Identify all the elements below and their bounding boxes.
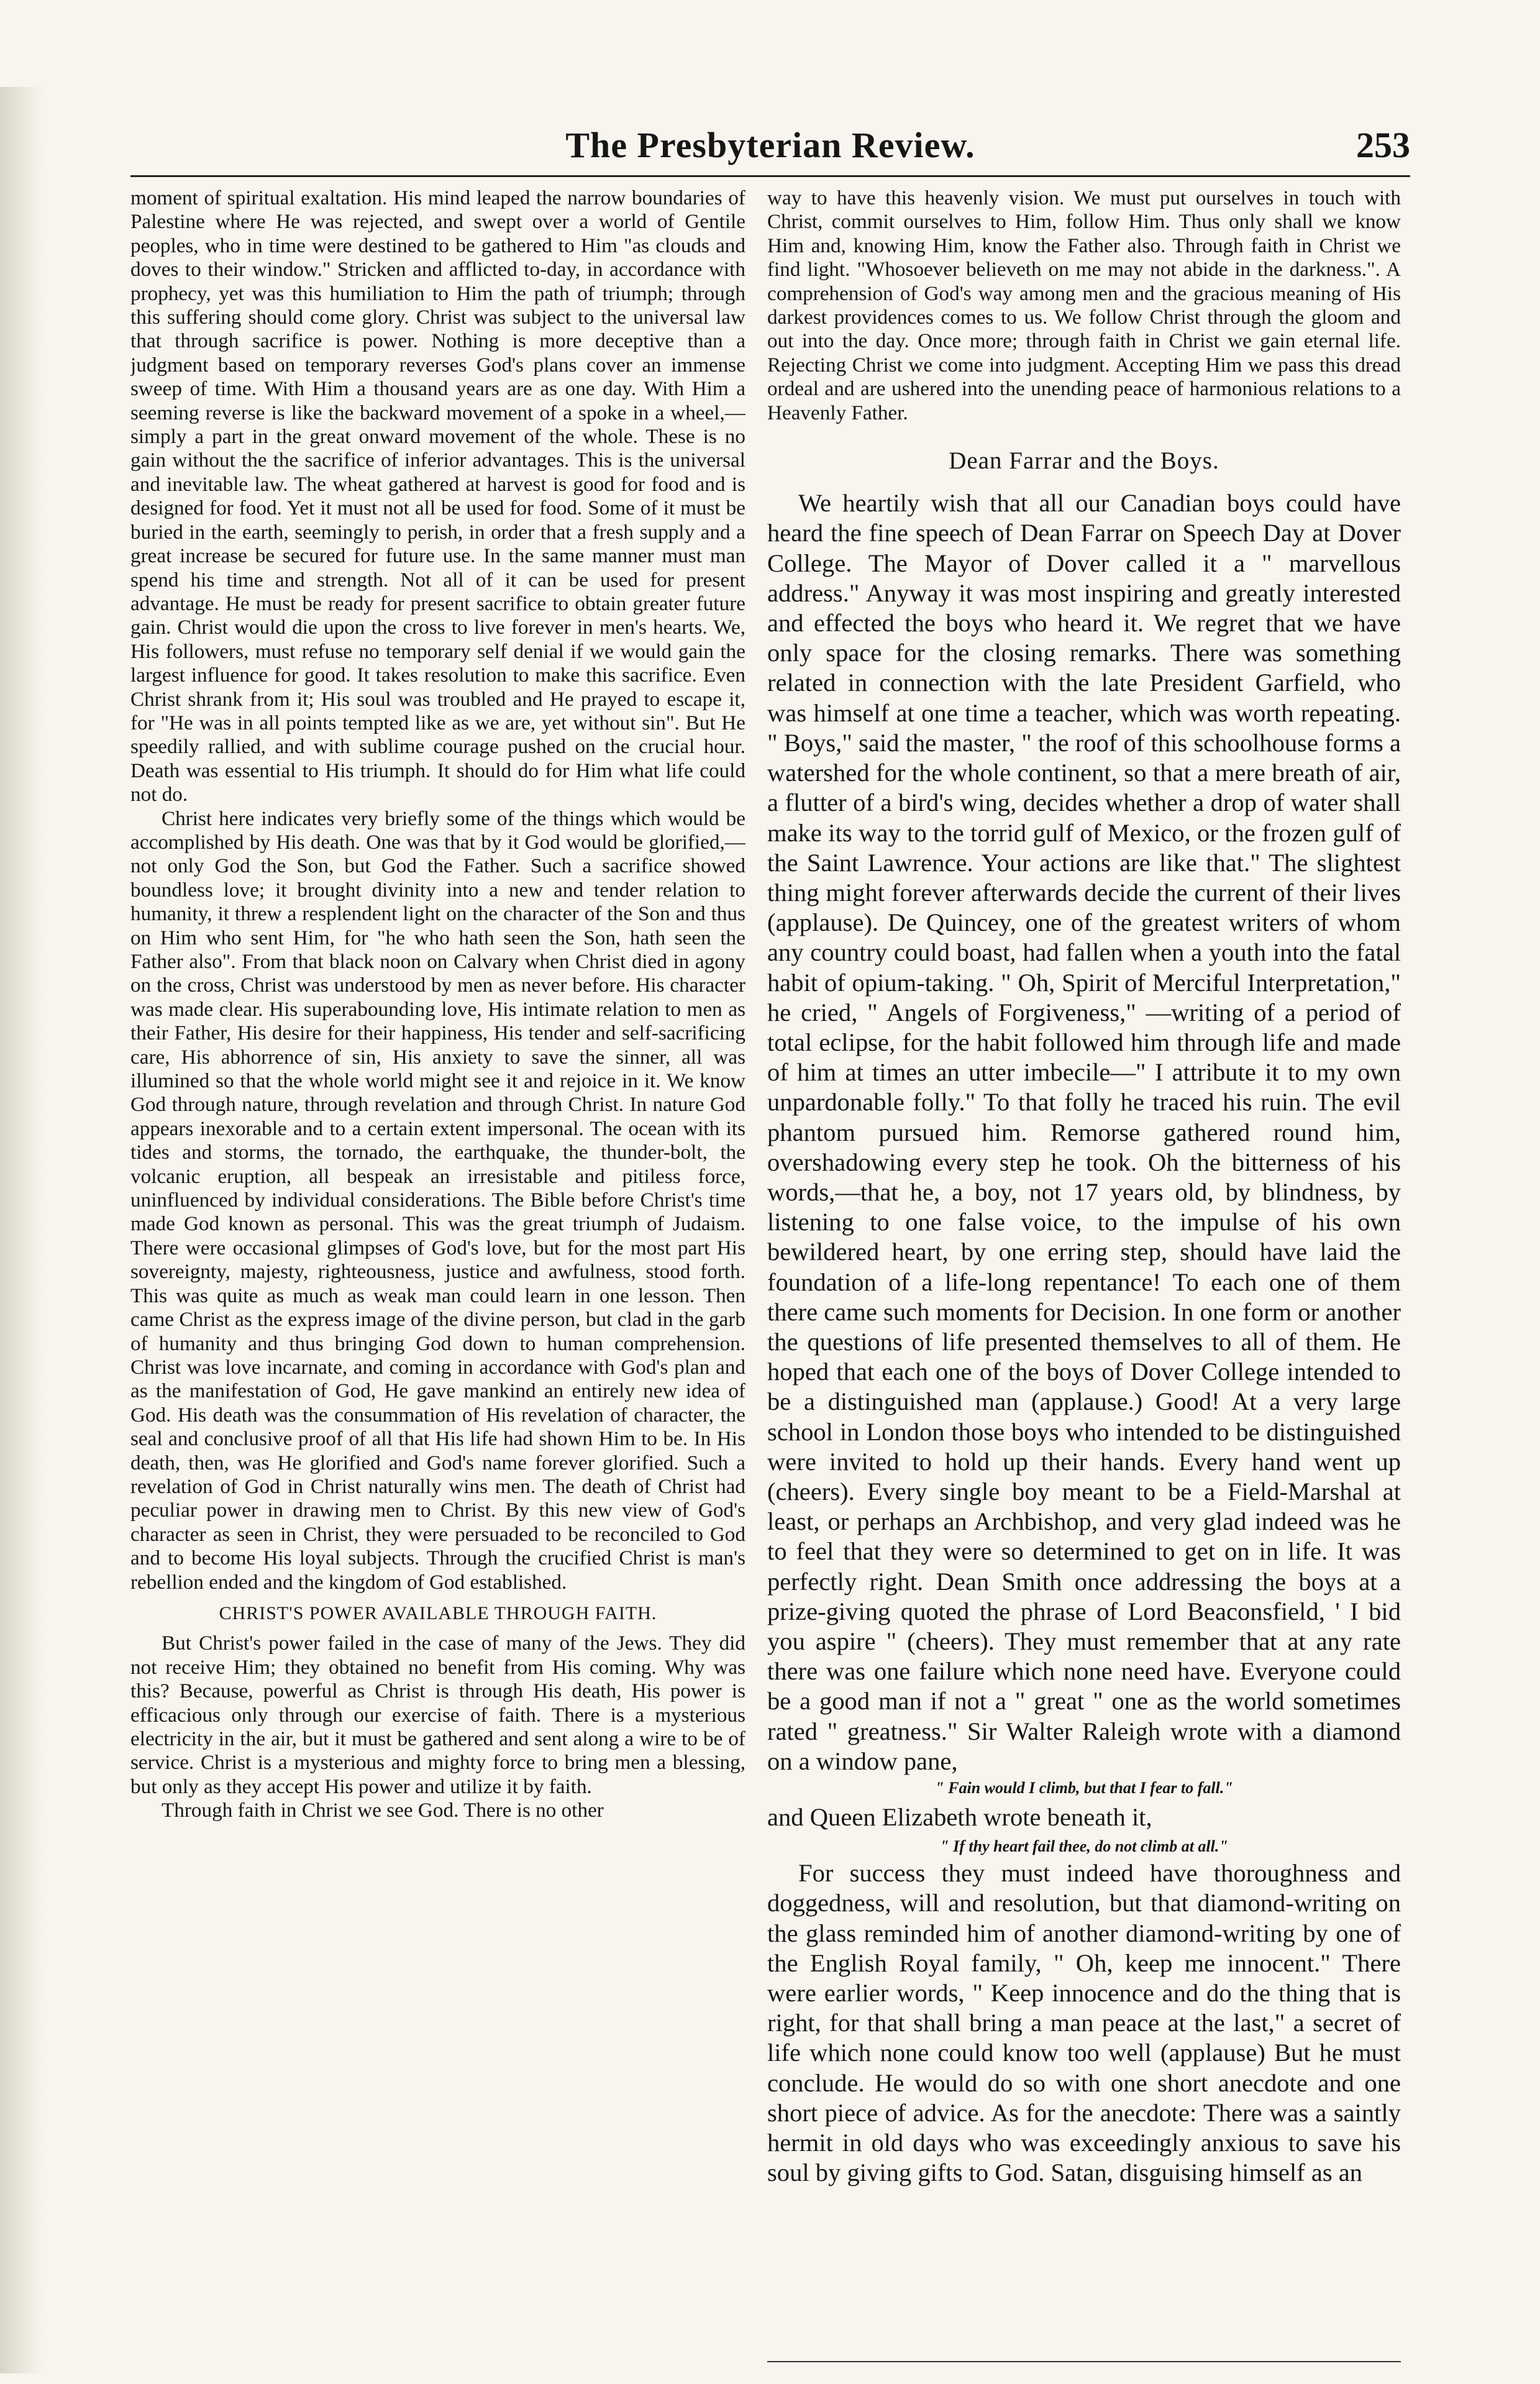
paragraph-dean-farrar: We heartily wish that all our Canadian boys could have heard the fine speech of Dean Farrar on Speech Day at Dover College. The Mayor of Dover called it a " marvellous address." Anyway it was most inspiring and greatly interested and effected the boys who heard it. We regret that we have only space for the closing remarks. There was something related in connection with the late President Garfield, who was himself at one time a teacher, which was worth repeating. " Boys," said the master, " the roof of this schoolhouse forms a watershed for the whole continent, so that a mere breath of air, a flutter of a bird's wing, decides whether a drop of water shall make its way to the torrid gulf of Mexico, or the frozen gulf of the Saint Lawrence. Your actions are like that." The slightest thing might forever afterwards decide the current of their lives (applause). De Quincey, one of the greatest writers of whom any country could boast, had fallen when a youth into the fatal habit of opium-taking. " Oh, Spirit of Merciful Interpretation," he cried, " Angels of Forgiveness," —writing of a period of total eclipse, for the habit followed him through life and made of him at times an utter imbecile—" I attribute it to my own unpardonable folly." To that folly he traced his ruin. The evil phantom pursued him. Remorse gathered round him, overshadowing every step he took. Oh the bitterness of his words,—that he, a boy, not 17 years old, by blindness, by listening to one false voice, to the impulse of his own bewildered heart, by one erring step, should have laid the foundation of a life-long repentance! To each one of them there came such moments for Decision. In one form or another the questions of life presented themselves to all of them. He hoped that each one of the boys of Dover College intended to be a distinguished man (applause.) Good! At a very large school in London those boys who intended to be distinguished were invited to hold up their hands. Every hand went up (cheers). Every single boy meant to be a Field-Marshal at least, or perhaps an Archbishop, and very glad indeed was he to feel that they were so determined to get on in life. It was perfectly right. Dean Smith once addressing the boys at a prize-giving quoted the phrase of Lord Beaconsfield, ' I bid you aspire " (cheers). They must remember that at any rate there was one failure which none need have. Everyone could be a good man if not a " great " one as the world sometimes rated " greatness." Sir Walter Raleigh wrote with a diamond on a window pane,: [767, 489, 1401, 1775]
paragraph-faith-power: But Christ's power failed in the case of many of the Jews. They did not receive Him; they obtained no benefit from His coming. Why was this? Because, powerful as Christ is through His death, His power is efficacious only through our exercise of faith. There is a mysterious electricity in the air, but it must be gathered and sent along a wire to be of service. Christ is a mysterious and mighty force to bring men a blessing, but only as they accept His power and utilize it by faith.: [130, 1632, 745, 1798]
article-title: Dean Farrar and the Boys.: [949, 447, 1219, 475]
page-header: [130, 124, 1410, 168]
section-heading: CHRIST'S POWER AVAILABLE THROUGH FAITH.: [219, 1602, 657, 1624]
bottom-rule: [767, 2361, 1401, 2362]
paragraph-revelation: Christ here indicates very briefly some of the things which would be accomplished by His death. One was that by it God would be glorified,—not only God the Son, but God the Father. Such a sacrifice showed boundless love; it brought divinity into a new and tender relation to humanity, it threw a resplendent light on the character of the Son and thus on Him who sent Him, for "he who hath seen the Son, hath seen the Father also". From that black noon on Calvary when Christ died in agony on the cross, Christ was understood by men as never before. His character was made clear. His superabounding love, His intimate relation to men as their Father, His desire for their happiness, His tender and self-sacrificing care, His abhorrence of sin, His anxiety to save the sinner, all was illumined so that the whole world might see it and rejoice in it. We know God through nature, through revelation and through Christ. In nature God appears inexorable and to a certain extent impersonal. The ocean with its tides and storms, the tornado, the earthquake, the thunder-bolt, the volcanic eruption, all bespeak an irresistable and pitiless force, uninfluenced by individual considerations. The Bible before Christ's time made God known as personal. This was the great triumph of Judaism. There were occasional glimpses of God's love, but for the most part His sovereignty, majesty, righteousness, justice and awfulness, stood forth. This was quite as much as weak man could learn in one lesson. Then came Christ as the express image of the divine person, but clad in the garb of humanity and thus bringing God down to human comprehension. Christ was love incarnate, and coming in accordance with God's plan and as the manifestation of God, He gave mankind an entirely new idea of God. His death was the consummation of His revelation of character, the seal and conclusive proof of all that His life had shown Him to be. In His death, then, was He glorified and God's name forever glorified. Such a revelation of God in Christ naturally wins men. The death of Christ had peculiar power in drawing men to Christ. By this new view of God's character as seen in Christ, they were persuaded to be reconciled to God and to become His loyal subjects. Through the crucified Christ is man's rebellion ended and the kingdom of God established.: [130, 806, 745, 1594]
paragraph-heavenly-vision: way to have this heavenly vision. We must put ourselves in touch with Christ, commit ourselves to Him, follow Him. Thus only shall we know Him and, knowing Him, know the Father also. Through faith in Christ we find light. "Whosoever believeth on me may not abide in the darkness.". A comprehension of God's way among men and the gracious meaning of His darkest providences comes to us. We follow Christ through the gloom and out into the day. Once more; through faith in Christ we gain eternal life. Rejecting Christ we come into judgment. Accepting Him we pass this dread ordeal and are ushered into the unending peace of harmonious relations to a Heavenly Father.: [767, 186, 1401, 424]
paragraph-see-god: Through faith in Christ we see God. There is no other: [162, 1799, 604, 1822]
right-column: [767, 186, 1401, 2355]
paragraph-sacrifice: moment of spiritual exaltation. His mind leaped the narrow boundaries of Palestine where He was rejected, and swept over a world of Gentile peoples, who in time were destined to be gathered to Him "as clouds and doves to their window." Stricken and afflicted to-day, in accordance with prophecy, yet was this humiliation to Him the path of triumph; through this suffering should come glory. Christ was subject to the universal law that through sacrifice is power. Nothing is more deceptive than a judgment based on temporary reverses God's plans cover an immense sweep of time. With Him a thousand years are as one day. With Him a seeming reverse is like the backward movement of a spoke in a wheel,—simply a part in the great onward movement of the whole. These is no gain without the the sacrifice of inferior advantages. This is the universal and inevitable law. The wheat gathered at harvest is good for food and is designed for food. Yet it must not all be used for food. Some of it must be buried in the earth, seemingly to perish, in order that a fresh supply and a great increase be secured for future use. In the same manner must man spend his time and strength. Not all of it can be used for present advantage. He must be ready for present sacrifice to obtain greater future gain. Christ would die upon the cross to live forever in men's hearts. We, His followers, must refuse no temporary self denial if we would gain the largest influence for good. It takes resolution to make this sacrifice. Even Christ shrank from it; His soul was troubled and He prayed to escape it, for "He was in all points tempted like as we are, yet without sin". But He speedily rallied, and with sublime courage pushed on the crucial hour. Death was essential to His triumph. It should do for Him what life could not do.: [130, 186, 745, 806]
elizabeth-quote: " If thy heart fail thee, do not climb at all.": [940, 1837, 1228, 1856]
paragraph-queen-elizabeth: and Queen Elizabeth wrote beneath it,: [767, 1803, 1152, 1831]
raleigh-quote: " Fain would I climb, but that I fear to fall.": [935, 1779, 1233, 1797]
left-column: [130, 186, 745, 2355]
binding-edge: [0, 87, 43, 2373]
running-title: The Presbyterian Review.: [565, 125, 975, 165]
paragraph-success: For success they must indeed have thoroughness and doggedness, will and resolution, but that diamond-writing on the glass reminded him of another diamond-writing by one of the English Royal family, " Oh, keep me innocent." There were earlier words, " Keep innocence and do the thing that is right, for that shall bring a man peace at the last," a secret of life which none could know too well (applause) But he must conclude. He would do so with one short anecdote and one short piece of advice. As for the anecdote: There was a saintly hermit in old days who was exceedingly anxious to save his soul by giving gifts to God. Satan, disguising himself as an: [767, 1859, 1401, 2187]
page-number: 253: [1356, 125, 1410, 165]
header-rule: [130, 175, 1410, 177]
continued-text: [767, 186, 1401, 425]
